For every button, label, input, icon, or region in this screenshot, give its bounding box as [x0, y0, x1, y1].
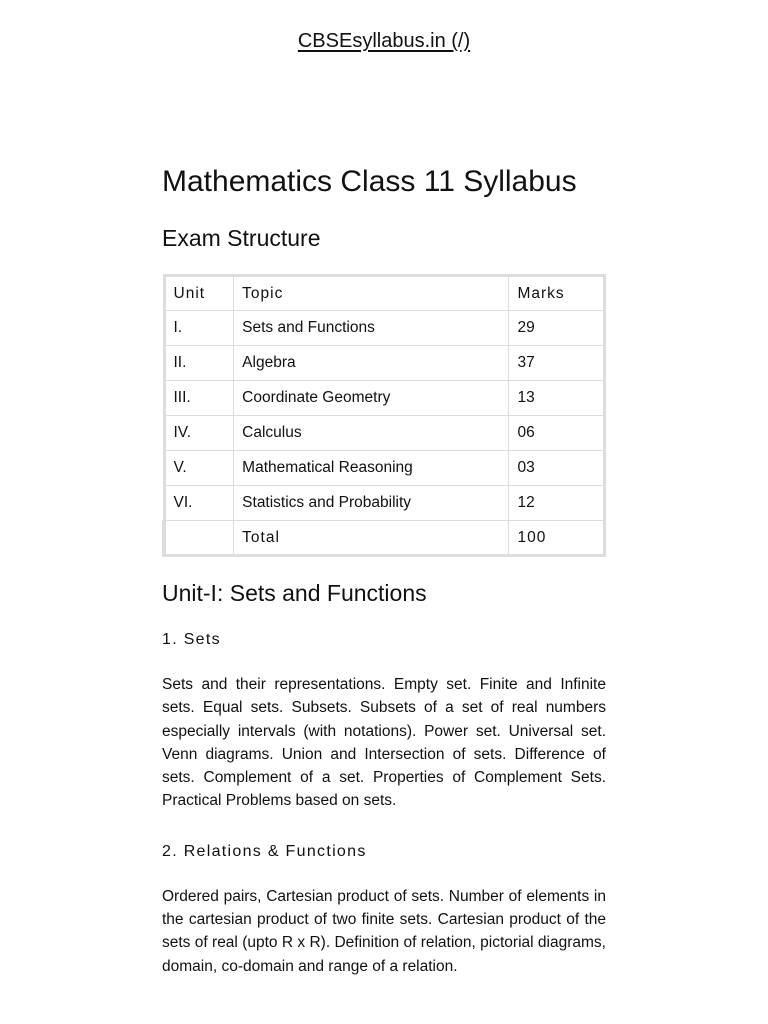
marks-cell: 03: [509, 451, 605, 486]
marks-cell: 37: [509, 346, 605, 381]
topic-cell: Mathematical Reasoning: [234, 451, 509, 486]
article-content: [162, 162, 606, 978]
table-row: [164, 416, 605, 451]
site-home-link[interactable]: CBSEsyllabus.in (/): [297, 30, 471, 52]
topic-cell: Statistics and Probability: [234, 486, 509, 521]
unit-cell: V.: [164, 451, 234, 486]
table-header-row: [164, 276, 605, 311]
table-row: [164, 381, 605, 416]
section-title-relations-functions: 2. Relations & Functions: [162, 842, 367, 860]
topic-cell: Algebra: [234, 346, 509, 381]
page-title: Mathematics Class 11 Syllabus: [162, 165, 577, 198]
unit-cell: III.: [164, 381, 234, 416]
marks-cell: 12: [509, 486, 605, 521]
table-row: [164, 311, 605, 346]
marks-cell: 29: [509, 311, 605, 346]
column-header-marks: Marks: [509, 276, 605, 311]
total-unit-cell: [164, 521, 234, 556]
table-row: [164, 486, 605, 521]
section-body-relations-functions: Ordered pairs, Cartesian product of sets. Number of elements in the cartesian product of two finite sets. Cartesian product of the sets of real (upto R x R). Definition of relation, pictorial diagrams, domain, co-domain and range of a relation.: [162, 887, 606, 975]
marks-cell: 13: [509, 381, 605, 416]
topic-cell: Coordinate Geometry: [234, 381, 509, 416]
exam-structure-heading: Exam Structure: [162, 225, 321, 251]
unit-1-heading: Unit-I: Sets and Functions: [162, 580, 427, 606]
section-body-sets: Sets and their representations. Empty set. Finite and Infinite sets. Equal sets. Subsets. Subsets of a set of real numbers especially intervals (with notations). Power set. Universal set. Venn diagrams. Union and Intersection of sets. Difference of sets. Complement of a set. Properties of Complement Sets. Practical Problems based on sets.: [162, 676, 606, 810]
topic-cell: Calculus: [234, 416, 509, 451]
exam-structure-table: [162, 274, 606, 557]
total-label-cell: Total: [234, 521, 509, 556]
table-row: [164, 346, 605, 381]
column-header-topic: Topic: [234, 276, 509, 311]
unit-cell: I.: [164, 311, 234, 346]
total-marks-cell: 100: [509, 521, 605, 556]
topic-cell: Sets and Functions: [234, 311, 509, 346]
marks-cell: 06: [509, 416, 605, 451]
unit-cell: IV.: [164, 416, 234, 451]
unit-cell: II.: [164, 346, 234, 381]
table-total-row: [164, 521, 605, 556]
section-title-sets: 1. Sets: [162, 631, 221, 648]
column-header-unit: Unit: [164, 276, 234, 311]
site-header: [0, 30, 768, 53]
unit-cell: VI.: [164, 486, 234, 521]
table-row: [164, 451, 605, 486]
